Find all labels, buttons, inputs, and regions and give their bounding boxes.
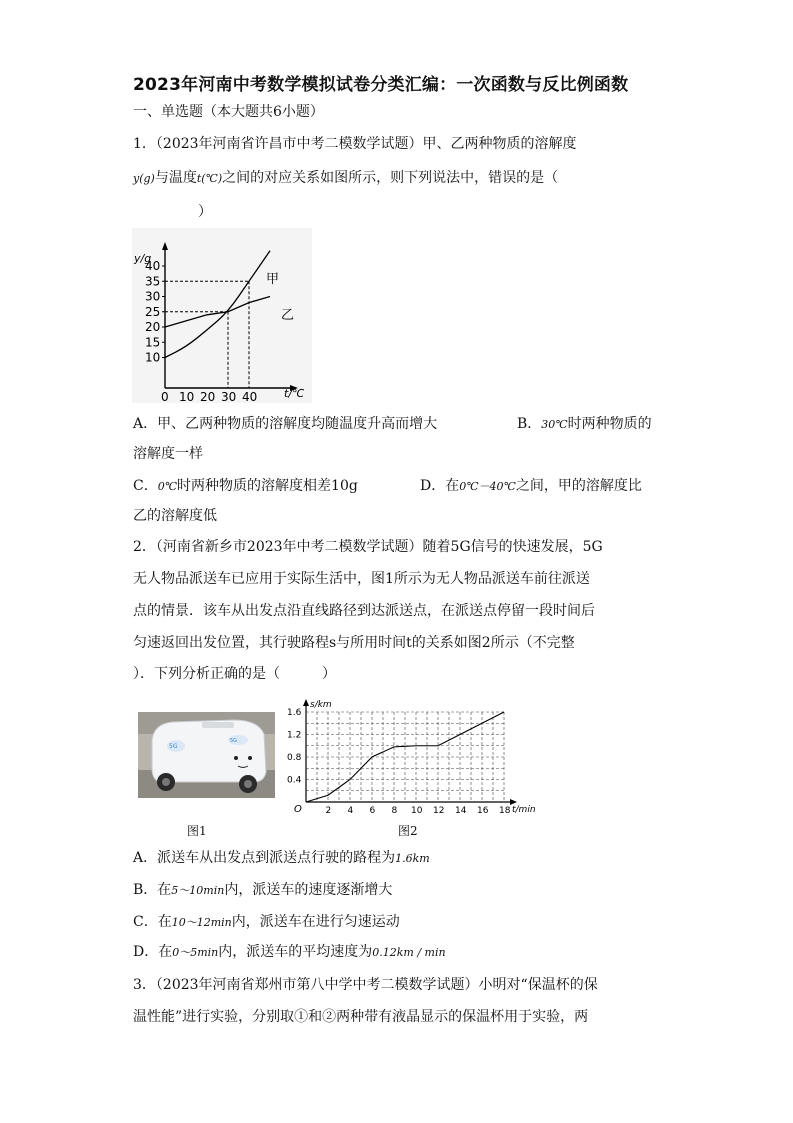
q2-line2: 无人物品派送车已应用于实际生活中，图1所示为无人物品派送车前往派送	[133, 571, 590, 587]
q1-option-b-continued: 溶解度一样	[133, 446, 203, 462]
chart2-x-tick-label: 14	[455, 806, 467, 816]
chart2-x-axis-label: t/min	[512, 805, 536, 815]
solubility-chart	[132, 228, 312, 403]
figure1-caption: 图1	[187, 824, 207, 838]
chart1-y-axis-label: y/g	[134, 252, 152, 265]
chart2-y-tick-label: 0.4	[287, 775, 302, 786]
q1-line3: ）	[198, 204, 212, 220]
chart1-y-tick-label: 10	[145, 350, 161, 365]
chart1-x-tick-label: 40	[242, 390, 258, 403]
svg-text:5G: 5G	[169, 743, 178, 750]
q1-line2: y(g)与温度t(℃)之间的对应关系如图所示，则下列说法中，错误的是（	[133, 170, 559, 186]
chart2-x-tick-label: 6	[369, 806, 376, 816]
chart2-y-tick-label: 1.2	[287, 730, 302, 741]
q2-line3: 点的情景．该车从出发点沿直线路径到达派送点，在派送点停留一段时间后	[133, 603, 595, 619]
chart2-x-tick-label: 12	[433, 806, 445, 816]
chart2-x-tick-label: 18	[499, 806, 511, 816]
page-title: 2023年河南中考数学模拟试卷分类汇编：一次函数与反比例函数	[133, 75, 629, 95]
chart2-x-tick-label: 16	[477, 806, 489, 816]
q2-option-a[interactable]: A．派送车从出发点到派送点行驶的路程为1.6km	[133, 850, 430, 866]
figure2-caption: 图2	[398, 824, 418, 838]
q3-line1: 3．（2023年河南省郑州市第八中学中考二模数学试题）小明对“保温杯的保	[133, 977, 598, 993]
chart2-x-tick-label: 8	[391, 806, 398, 816]
section-heading: 一、单选题（本大题共6小题）	[133, 104, 324, 120]
chart1-x-tick-label: 10	[179, 390, 195, 403]
distance-time-chart	[282, 698, 542, 818]
chart2-y-arrow	[303, 699, 309, 706]
q2-option-c[interactable]: C．在10～12min内，派送车在进行匀速运动	[133, 914, 400, 930]
q2-line4: 匀速返回出发位置，其行驶路程s与所用时间t的关系如图2所示（不完整	[133, 635, 575, 651]
chart2-origin-label: O	[294, 804, 302, 815]
q2-line5: ）．下列分析正确的是（ ）	[133, 666, 336, 682]
chart1-y-tick-label: 35	[145, 274, 161, 289]
q3-line2: 温性能”进行实验，分别取①和②两种带有液晶显示的保温杯用于实验，两	[133, 1009, 589, 1025]
chart1-y-tick-label: 20	[145, 320, 161, 334]
q2-option-d[interactable]: D．在0～5min内，派送车的平均速度为0.12km / min	[133, 944, 446, 960]
chart1-x-tick-label: 30	[221, 390, 237, 403]
q1-line1: 1．（2023年河南省许昌市中考二模数学试题）甲、乙两种物质的溶解度	[133, 136, 577, 152]
chart2-y-tick-label: 0.8	[287, 753, 302, 763]
q1-t-variable: t(℃)	[196, 172, 223, 185]
series-yi-label: 乙	[281, 308, 295, 323]
chart2-x-tick-label: 4	[347, 806, 354, 816]
q1-option-d-continued: 乙的溶解度低	[133, 508, 217, 524]
chart1-y-tick-label: 30	[145, 289, 161, 304]
chart1-x-tick-label: 20	[200, 390, 216, 403]
chart2-y-tick-label: 1.6	[287, 708, 302, 718]
chart2-y-axis-label: s/km	[310, 700, 332, 710]
chart1-x-axis-label: t/℃	[284, 387, 305, 400]
q2-line1: 2．（河南省新乡市2023年中考二模数学试题）随着5G信号的快速发展，5G	[133, 539, 603, 555]
chart2-x-tick-label: 10	[411, 806, 423, 816]
chart1-y-tick-label: 40	[145, 259, 161, 273]
chart1-y-tick-label: 25	[145, 304, 161, 319]
series-jia-label: 甲	[266, 272, 280, 287]
q1-y-variable: y(g)	[133, 172, 155, 185]
chart1-y-tick-label: 15	[145, 335, 161, 350]
q1-option-d[interactable]: D．在0℃－40℃之间，甲的溶解度比	[420, 478, 642, 494]
chart1-x-tick-label: 0	[161, 390, 169, 403]
chart2-x-tick-label: 2	[325, 806, 332, 816]
q1-option-b[interactable]: B．30℃时两种物质的	[517, 416, 652, 432]
q1-option-a[interactable]: A．甲、乙两种物质的溶解度均随温度升高而增大	[133, 416, 438, 432]
q2-option-b[interactable]: B．在5～10min内，派送车的速度逐渐增大	[133, 882, 393, 898]
svg-text:5G: 5G	[230, 738, 238, 744]
q1-option-c[interactable]: C．0℃时两种物质的溶解度相差10g	[133, 478, 358, 494]
delivery-vehicle-photo	[138, 712, 275, 798]
